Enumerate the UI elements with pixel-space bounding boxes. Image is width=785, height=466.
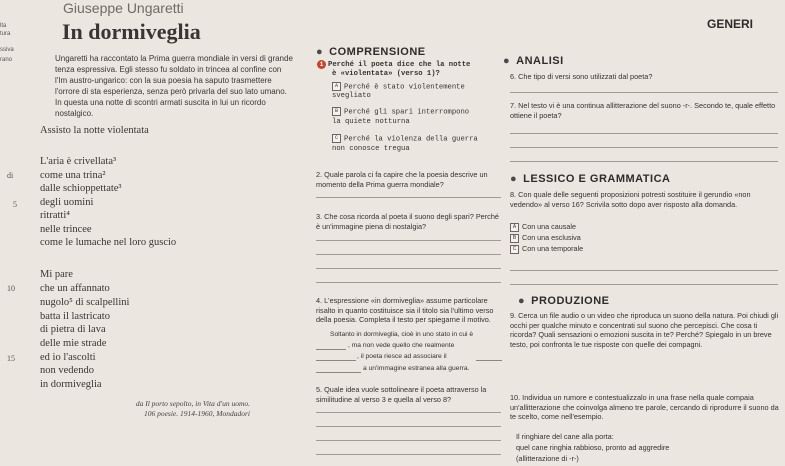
- example-line: Il ringhiare del cane alla porta:: [516, 432, 614, 441]
- poem-line: in dormiveglia: [40, 379, 102, 390]
- source-line: da Il porto sepolto, in Vita d'un uomo.: [135, 399, 250, 408]
- question-7: 7. Nel testo vi è una continua allitterazione del suono -r-. Secondo te, quale effetto ottiene il poeta?: [510, 101, 776, 120]
- answer-line[interactable]: [316, 412, 501, 413]
- sidebar-fragment: ssiva: [0, 47, 14, 53]
- question-number-badge: 1: [317, 60, 326, 69]
- heading-lessico: ● LESSICO E GRAMMATICA: [510, 173, 671, 185]
- fill-in-line: , ma non vede quello che realmente: [348, 342, 455, 349]
- option-8a[interactable]: [510, 222, 576, 232]
- option-label: la quiete notturna: [332, 118, 410, 126]
- heading-analisi: ● ANALISI: [503, 55, 564, 67]
- poem-line: batta il lastricato: [40, 311, 110, 322]
- poem-line: degli uomini: [40, 197, 94, 208]
- question-9: 9. Cerca un file audio o un video che riproduca un suono della natura. Poi chiudi gli occhi per qualche minuto e concentrati sul suono che percepisci. Che cosa ti ricorda? Quali sensazioni o emozioni suscita in te? Perché? Spiegalo in un breve testo, poi confronta le tue risposte con quelle dei compagni.: [510, 311, 779, 349]
- poem-line: Mi pare: [40, 269, 73, 280]
- answer-line[interactable]: [316, 282, 501, 283]
- heading-text: PRODUZIONE: [531, 295, 610, 307]
- poem-line: nugolo⁵ di scalpellini: [40, 297, 130, 308]
- heading-text: COMPRENSIONE: [329, 46, 426, 58]
- page-title: In dormiveglia: [62, 19, 201, 44]
- line-number: 10: [7, 284, 15, 293]
- line-number: 15: [7, 354, 15, 363]
- example-line: (allitterazione di -r-): [516, 454, 579, 463]
- answer-line[interactable]: [316, 197, 501, 198]
- poem-line: dalle schioppettate³: [40, 183, 122, 194]
- intro-paragraph: Ungaretti ha raccontato la Prima guerra mondiale in versi di grande tenza espressiva. Egli stesso fu soldato in trincea al confine con l'Im austro-ungarico: con la sua poesia ha saputo trasmettere l'orrore di sta esperienza, senza però privarla del suo lato umano. In questa una notte di scontri armati suscita in lui un ricordo nostalgico.: [55, 54, 293, 118]
- answer-line[interactable]: [510, 147, 778, 148]
- heading-produzione: ● PRODUZIONE: [518, 295, 610, 307]
- answer-line[interactable]: [510, 161, 778, 162]
- question-3: 3. Che cosa ricorda al poeta il suono degli spari? Perché è un'immagine piena di nostalgia?: [316, 212, 499, 231]
- fill-in-line: Soltanto in dormiveglia, cioè in uno stato in cui è: [330, 331, 474, 338]
- line-number: di: [7, 171, 14, 180]
- question-8: 8. Con quale delle seguenti proposizioni potresti sostituire il gerundio «non vedendo» al verso 16? Scrivila sotto dopo aver risposto alla domanda.: [510, 190, 751, 209]
- answer-line[interactable]: [316, 240, 501, 241]
- question-6: 6. Che tipo di versi sono utilizzati dal poeta?: [510, 72, 653, 81]
- heading-text: ANALISI: [516, 55, 564, 67]
- checkbox[interactable]: C: [510, 245, 519, 254]
- option-8c[interactable]: [510, 244, 583, 254]
- question-10: 10. Individua un rumore e contestualizzalo in una frase nella quale compaia un'allitterazione che coinvolga almeno tre parole, cercando di riprodurre il suono da te scelto, come nell'esempio.: [510, 393, 779, 422]
- checkbox[interactable]: A: [510, 223, 519, 232]
- option-label: non conosce tregua: [332, 145, 410, 153]
- poem-line: Assisto la notte violentata: [40, 125, 149, 136]
- fill-in-blank[interactable]: [476, 360, 502, 361]
- source-line: 106 poesie. 1914-1960, Mondadori: [143, 409, 250, 418]
- sidebar-fragment: tura: [0, 31, 11, 37]
- answer-line[interactable]: [510, 92, 778, 93]
- section-label-generi: GENERI: [707, 17, 754, 31]
- poem-line: delle mie strade: [40, 338, 107, 349]
- option-1b[interactable]: [332, 107, 469, 118]
- fill-in-blank[interactable]: [316, 360, 356, 361]
- poem-line: L'aria è crivellata³: [40, 156, 117, 167]
- answer-line[interactable]: [316, 426, 501, 427]
- question-text: Perché il poeta dice che la notte: [328, 61, 471, 69]
- option-label: Perché è stato violentemente: [344, 83, 465, 92]
- checkbox[interactable]: B: [332, 107, 341, 116]
- heading-text: LESSICO E GRAMMATICA: [523, 173, 671, 185]
- line-number: 5: [13, 200, 17, 209]
- example-line: quel cane ringhia rabbioso, pronto ad aggredire: [516, 443, 670, 452]
- checkbox[interactable]: A: [332, 82, 341, 91]
- author-name: Giuseppe Ungaretti: [63, 0, 184, 16]
- answer-line[interactable]: [316, 268, 501, 269]
- sidebar-fragment: lta: [0, 23, 7, 29]
- poem-line: ed io l'ascolti: [40, 352, 96, 363]
- heading-comprensione: ● COMPRENSIONE: [316, 46, 426, 58]
- option-label: svegliato: [332, 92, 371, 100]
- poem-line: come una trina²: [40, 170, 106, 181]
- poem-line: di pietra di lava: [40, 324, 106, 335]
- option-8b[interactable]: [510, 233, 581, 243]
- answer-line[interactable]: [510, 270, 778, 271]
- poem-line: ritratti⁴: [40, 210, 70, 221]
- question-text: è «violentata» (verso 1)?: [332, 70, 440, 78]
- checkbox[interactable]: B: [510, 234, 519, 243]
- question-2: 2. Quale parola ci fa capire che la poesia descrive un momento della Prima guerra mondiale?: [316, 170, 488, 189]
- option-label: Perché la violenza della guerra: [344, 135, 478, 144]
- option-label: Con una temporale: [522, 244, 584, 253]
- answer-line[interactable]: [510, 284, 778, 285]
- answer-line[interactable]: [316, 454, 501, 455]
- poem-line: non vedendo: [40, 365, 94, 376]
- sidebar-fragment: rano: [0, 57, 13, 63]
- answer-line[interactable]: [316, 440, 501, 441]
- fill-in-line: a un'immagine estranea alla guerra.: [363, 365, 470, 372]
- question-1: [317, 60, 470, 71]
- poem-source: [70, 399, 250, 419]
- option-label: Perché gli spari interrompono: [344, 108, 470, 117]
- checkbox[interactable]: C: [332, 134, 341, 143]
- option-1c[interactable]: [332, 134, 478, 145]
- fill-in-blank[interactable]: [316, 372, 361, 373]
- answer-line[interactable]: [510, 133, 778, 134]
- question-4: 4. L'espressione «in dormiveglia» assume particolare risalto in quanto costituisce sia il titolo sia l'ultimo verso della poesia. Completa il testo per spiegarne il motivo.: [316, 296, 494, 325]
- question-5: 5. Quale idea vuole sottolineare il poeta attraverso la similitudine al verso 3 e quella al verso 8?: [316, 385, 487, 404]
- poem-line: nelle trincee: [40, 224, 92, 235]
- answer-line[interactable]: [316, 254, 501, 255]
- option-label: Con una causale: [522, 222, 576, 231]
- poem-line: che un affannato: [40, 283, 110, 294]
- poem-line: come le lumache nel loro guscio: [40, 237, 177, 248]
- fill-in-blank[interactable]: [316, 349, 346, 350]
- fill-in-line: , il poeta riesce ad associare il: [357, 353, 447, 360]
- option-label: Con una esclusiva: [522, 233, 581, 242]
